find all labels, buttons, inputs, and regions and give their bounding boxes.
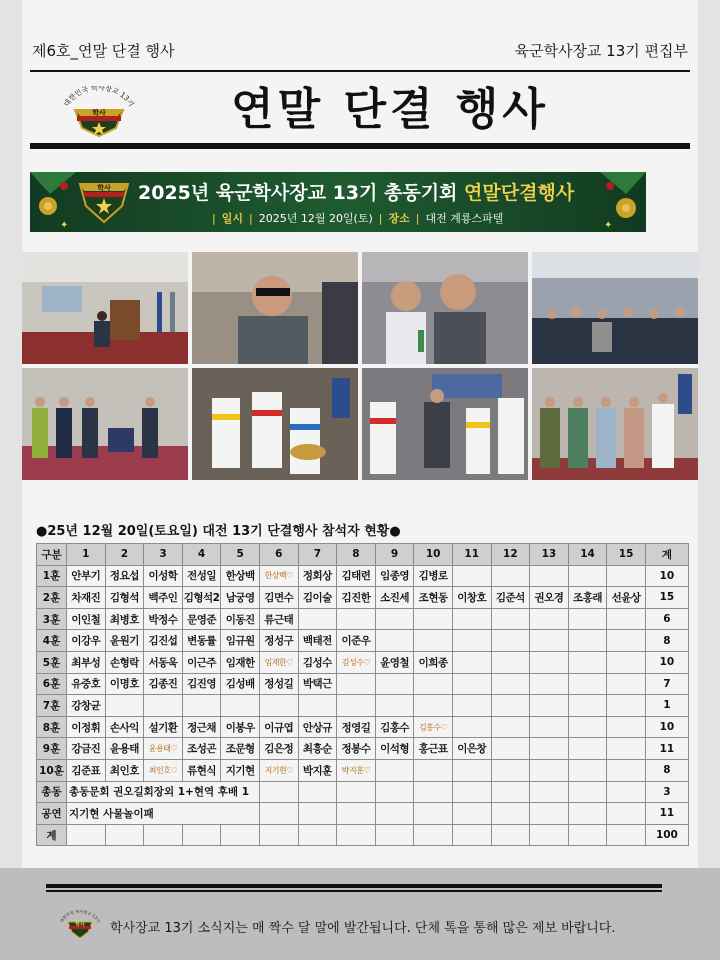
header-col: 2: [105, 544, 144, 566]
empty-cell: [375, 824, 414, 846]
empty-cell: [259, 781, 298, 803]
table-row: [37, 673, 689, 695]
empty-cell: [298, 803, 337, 825]
name-cell: [182, 695, 221, 717]
name-cell: 최인호♡: [144, 759, 183, 781]
total-cell: 11: [645, 738, 688, 760]
name-cell: 임재한: [221, 651, 260, 673]
name-cell: [607, 565, 646, 587]
name-cell: [530, 630, 569, 652]
name-cell: 최흥순: [298, 738, 337, 760]
total-cell: 7: [645, 673, 688, 695]
name-cell: [607, 630, 646, 652]
name-cell: 최부성: [67, 651, 106, 673]
name-cell: 이인철: [67, 608, 106, 630]
empty-cell: [568, 781, 607, 803]
header-col: 4: [182, 544, 221, 566]
name-cell: [568, 759, 607, 781]
name-cell: 손형락: [105, 651, 144, 673]
name-cell: [375, 759, 414, 781]
name-cell: 정회상: [298, 565, 337, 587]
date-value: 2025년 12월 20일(토): [258, 212, 373, 225]
name-cell: 최병호: [105, 608, 144, 630]
name-cell: [491, 738, 530, 760]
total-cell: 6: [645, 608, 688, 630]
name-cell: [607, 695, 646, 717]
name-cell: [298, 608, 337, 630]
name-cell: 박정수: [144, 608, 183, 630]
header-col: 5: [221, 544, 260, 566]
name-cell: 김준표: [67, 759, 106, 781]
name-cell: [414, 608, 453, 630]
name-cell: 강금진: [67, 738, 106, 760]
place-key: 장소: [388, 212, 410, 225]
name-cell: 강창균: [67, 695, 106, 717]
name-cell: [491, 630, 530, 652]
group-cell: 1훈: [37, 565, 67, 587]
photo-group-standing: [22, 368, 188, 480]
name-cell: [414, 673, 453, 695]
header-col: 14: [568, 544, 607, 566]
name-cell: [607, 716, 646, 738]
name-cell: [298, 695, 337, 717]
empty-cell: [414, 803, 453, 825]
top-bar: [32, 40, 688, 64]
name-cell: 설기환: [144, 716, 183, 738]
unit-emblem: [60, 86, 138, 138]
name-cell: 김준석: [491, 587, 530, 609]
table-row: [37, 630, 689, 652]
name-cell: 김은정: [259, 738, 298, 760]
table-row: [37, 651, 689, 673]
name-cell: [530, 716, 569, 738]
group-cell: 3훈: [37, 608, 67, 630]
svg-text:학사: 학사: [97, 184, 111, 192]
name-cell: 변동률: [182, 630, 221, 652]
name-cell: 김성수♡: [337, 651, 376, 673]
name-cell: 홍근표: [414, 738, 453, 760]
name-cell: 이강우: [67, 630, 106, 652]
name-cell: 김종진: [144, 673, 183, 695]
name-cell: 김병로: [414, 565, 453, 587]
name-cell: 조현동: [414, 587, 453, 609]
name-cell: [375, 608, 414, 630]
title-rule: [30, 143, 690, 149]
group-cell: 4훈: [37, 630, 67, 652]
total-cell: 1: [645, 695, 688, 717]
name-cell: [491, 759, 530, 781]
table-row: [37, 587, 689, 609]
name-cell: [452, 695, 491, 717]
group-cell: 10훈: [37, 759, 67, 781]
name-cell: [105, 695, 144, 717]
name-cell: [452, 608, 491, 630]
name-cell: [568, 738, 607, 760]
empty-cell: [337, 824, 376, 846]
svg-text:학사: 학사: [92, 109, 106, 117]
banner-title-highlight: 연말단결행사: [464, 182, 575, 204]
empty-cell: [452, 781, 491, 803]
footer: [0, 868, 720, 960]
svg-text:대한민국 학사장교 13기: 대한민국 학사장교 13기: [62, 86, 136, 109]
name-cell: 정성길: [259, 673, 298, 695]
grand-total-row: [37, 824, 689, 846]
name-cell: 김홍수: [375, 716, 414, 738]
name-cell: 서동욱: [144, 651, 183, 673]
empty-cell: [337, 781, 376, 803]
empty-cell: [530, 781, 569, 803]
attendance-title: ●25년 12월 20일(토요일) 대전 13기 단결행사 참석자 현황●: [36, 524, 401, 539]
empty-cell: [530, 824, 569, 846]
banner-title: 2025년 육군학사장교 13기 총동기회 연말단결행사: [138, 182, 575, 204]
photo-salute-performance: [362, 368, 528, 480]
name-cell: 정봉수: [337, 738, 376, 760]
name-cell: 박지훈♡: [337, 759, 376, 781]
empty-cell: [144, 824, 183, 846]
name-cell: 백주인: [144, 587, 183, 609]
name-cell: 이명호: [105, 673, 144, 695]
name-cell: [530, 759, 569, 781]
empty-cell: [491, 824, 530, 846]
name-cell: 전성일: [182, 565, 221, 587]
name-cell: [568, 608, 607, 630]
name-cell: 조성곤: [182, 738, 221, 760]
note-cell: 지기현 사물놀이패: [67, 803, 260, 825]
name-cell: [530, 651, 569, 673]
name-cell: 한상백♡: [259, 565, 298, 587]
name-cell: 이희종: [414, 651, 453, 673]
footer-rule-thin: [46, 890, 662, 892]
name-cell: [568, 630, 607, 652]
name-cell: [491, 695, 530, 717]
attendance-table: [36, 543, 689, 846]
total-cell: 8: [645, 759, 688, 781]
name-cell: 선윤상: [607, 587, 646, 609]
name-cell: [452, 716, 491, 738]
name-cell: 이규엽: [259, 716, 298, 738]
empty-cell: [607, 824, 646, 846]
name-cell: [491, 673, 530, 695]
name-cell: 임종영: [375, 565, 414, 587]
name-cell: 김성수: [298, 651, 337, 673]
table-row: [37, 759, 689, 781]
photo-seated-member: [192, 252, 358, 364]
table-row: [37, 781, 689, 803]
ornament-left-icon: [30, 172, 76, 232]
photo-ceremony-hall: [22, 252, 188, 364]
total-cell: 10: [645, 651, 688, 673]
name-cell: [607, 651, 646, 673]
name-cell: 김진섭: [144, 630, 183, 652]
header-col: 7: [298, 544, 337, 566]
footer-rule: [46, 884, 662, 888]
name-cell: 지기현♡: [259, 759, 298, 781]
place-value: 대전 계룡스파텔: [425, 212, 504, 225]
name-cell: 이동진: [221, 608, 260, 630]
table-row: [37, 738, 689, 760]
svg-text:✦: ✦: [604, 220, 613, 231]
empty-cell: [105, 824, 144, 846]
table-row: [37, 803, 689, 825]
group-cell: 공연: [37, 803, 67, 825]
name-cell: [452, 630, 491, 652]
name-cell: [221, 695, 260, 717]
name-cell: 남궁영: [221, 587, 260, 609]
group-cell: 7훈: [37, 695, 67, 717]
name-cell: [375, 695, 414, 717]
name-cell: 윤용태: [105, 738, 144, 760]
name-cell: [337, 695, 376, 717]
name-cell: [491, 651, 530, 673]
name-cell: 윤용태♡: [144, 738, 183, 760]
total-cell: 11: [645, 803, 688, 825]
name-cell: 손사익: [105, 716, 144, 738]
name-cell: 이정휘: [67, 716, 106, 738]
empty-cell: [452, 824, 491, 846]
top-rule: [30, 70, 690, 72]
name-cell: [452, 759, 491, 781]
name-cell: [491, 716, 530, 738]
table-header-row: [37, 544, 689, 566]
name-cell: [375, 673, 414, 695]
ornament-right-icon: [600, 172, 646, 232]
empty-cell: [375, 803, 414, 825]
name-cell: 김태련: [337, 565, 376, 587]
total-cell: 3: [645, 781, 688, 803]
empty-cell: [414, 824, 453, 846]
name-cell: [375, 630, 414, 652]
name-cell: 김이술: [298, 587, 337, 609]
header-group: 구분: [37, 544, 67, 566]
name-cell: 백태전: [298, 630, 337, 652]
name-cell: 정요섭: [105, 565, 144, 587]
name-cell: [568, 695, 607, 717]
empty-cell: [337, 803, 376, 825]
total-cell: 10: [645, 565, 688, 587]
name-cell: [414, 695, 453, 717]
name-cell: [452, 651, 491, 673]
name-cell: [607, 608, 646, 630]
total-cell: 10: [645, 716, 688, 738]
header-col: 15: [607, 544, 646, 566]
name-cell: [491, 565, 530, 587]
name-cell: 김진한: [337, 587, 376, 609]
photo-audience: [532, 252, 698, 364]
name-cell: [607, 738, 646, 760]
name-cell: [530, 695, 569, 717]
empty-cell: [568, 824, 607, 846]
name-cell: 조문형: [221, 738, 260, 760]
name-cell: 김면수: [259, 587, 298, 609]
name-cell: 윤영철: [375, 651, 414, 673]
header-col: 12: [491, 544, 530, 566]
empty-cell: [607, 781, 646, 803]
empty-cell: [491, 803, 530, 825]
name-cell: [414, 759, 453, 781]
header-col: 10: [414, 544, 453, 566]
group-cell: 8훈: [37, 716, 67, 738]
photo-women-group: [532, 368, 698, 480]
name-cell: 류현식: [182, 759, 221, 781]
table-row: [37, 716, 689, 738]
group-cell: 총동: [37, 781, 67, 803]
name-cell: 지기현: [221, 759, 260, 781]
table-row: [37, 565, 689, 587]
empty-cell: [414, 781, 453, 803]
name-cell: [530, 673, 569, 695]
name-cell: 안부기: [67, 565, 106, 587]
group-cell: 9훈: [37, 738, 67, 760]
name-cell: [337, 673, 376, 695]
name-cell: 이석형: [375, 738, 414, 760]
header-col: 13: [530, 544, 569, 566]
name-cell: 박택근: [298, 673, 337, 695]
name-cell: 이성학: [144, 565, 183, 587]
name-cell: [337, 608, 376, 630]
name-cell: [144, 695, 183, 717]
issue-label: 제6호_연말 단결 행사: [32, 42, 175, 60]
empty-cell: [452, 803, 491, 825]
note-cell: 총동문회 권오길회장외 1+현역 후배 1: [67, 781, 260, 803]
empty-cell: [568, 803, 607, 825]
header-col: 6: [259, 544, 298, 566]
name-cell: [414, 630, 453, 652]
name-cell: 정근채: [182, 716, 221, 738]
empty-cell: [221, 824, 260, 846]
group-cell: 6훈: [37, 673, 67, 695]
name-cell: 권오경: [530, 587, 569, 609]
name-cell: 이근주: [182, 651, 221, 673]
empty-cell: [491, 781, 530, 803]
banner-logo: [76, 178, 132, 226]
total-cell: 15: [645, 587, 688, 609]
name-cell: 김형석2: [182, 587, 221, 609]
photo-drum-performance: [192, 368, 358, 480]
name-cell: 윤원기: [105, 630, 144, 652]
name-cell: [607, 673, 646, 695]
name-cell: [607, 759, 646, 781]
name-cell: 이창호: [452, 587, 491, 609]
page-title: 연말 단결 행사: [231, 84, 549, 135]
name-cell: [568, 716, 607, 738]
table-row: [37, 608, 689, 630]
name-cell: [568, 565, 607, 587]
name-cell: 김홍수♡: [414, 716, 453, 738]
empty-cell: [259, 824, 298, 846]
name-cell: 정성구: [259, 630, 298, 652]
name-cell: 한상백: [221, 565, 260, 587]
empty-cell: [298, 824, 337, 846]
event-banner: [30, 172, 646, 232]
name-cell: 소진세: [375, 587, 414, 609]
name-cell: 박지훈: [298, 759, 337, 781]
header-col: 11: [452, 544, 491, 566]
empty-cell: [530, 803, 569, 825]
name-cell: 최인호: [105, 759, 144, 781]
name-cell: [568, 651, 607, 673]
header-total: 계: [645, 544, 688, 566]
name-cell: 유중호: [67, 673, 106, 695]
header-col: 1: [67, 544, 106, 566]
name-cell: 차재진: [67, 587, 106, 609]
name-cell: [530, 738, 569, 760]
svg-text:대한민국 학사장교 13기: 한민국 학사장교 13: [61, 910, 99, 921]
name-cell: 김성배: [221, 673, 260, 695]
svg-text:학사: 학사: [75, 922, 85, 928]
name-cell: 김진영: [182, 673, 221, 695]
name-cell: 임재한♡: [259, 651, 298, 673]
name-cell: 류근태: [259, 608, 298, 630]
name-cell: 조홍래: [568, 587, 607, 609]
name-cell: [452, 673, 491, 695]
name-cell: 이봉우: [221, 716, 260, 738]
name-cell: 임규원: [221, 630, 260, 652]
empty-cell: [259, 803, 298, 825]
name-cell: 김형석: [105, 587, 144, 609]
group-cell: 5훈: [37, 651, 67, 673]
name-cell: [259, 695, 298, 717]
footer-notice: 학사장교 13기 소식지는 매 짝수 달 말에 발간됩니다. 단체 톡을 통해 많은 제보 바랍니다.: [110, 921, 616, 936]
header-col: 8: [337, 544, 376, 566]
svg-text:✦: ✦: [60, 220, 69, 231]
name-cell: [530, 608, 569, 630]
publisher-label: 육군학사장교 13기 편집부: [514, 42, 688, 60]
header-col: 3: [144, 544, 183, 566]
empty-cell: [298, 781, 337, 803]
empty-cell: [607, 803, 646, 825]
name-cell: [530, 565, 569, 587]
photo-two-members: [362, 252, 528, 364]
empty-cell: [375, 781, 414, 803]
empty-cell: [67, 824, 106, 846]
name-cell: 정영길: [337, 716, 376, 738]
group-cell: 계: [37, 824, 67, 846]
photo-grid: [22, 252, 698, 480]
name-cell: 문영준: [182, 608, 221, 630]
header-col: 9: [375, 544, 414, 566]
empty-cell: [182, 824, 221, 846]
name-cell: 이준우: [337, 630, 376, 652]
name-cell: [491, 608, 530, 630]
name-cell: [452, 565, 491, 587]
grand-total-cell: 100: [645, 824, 688, 846]
banner-details: | 일시 | 2025년 12월 20일(토) | 장소 | 대전 계룡스파텔: [212, 212, 504, 225]
table-row: [37, 695, 689, 717]
name-cell: 안상규: [298, 716, 337, 738]
name-cell: 이은창: [452, 738, 491, 760]
name-cell: [568, 673, 607, 695]
footer-emblem: [60, 910, 100, 940]
date-key: 일시: [221, 212, 243, 225]
group-cell: 2훈: [37, 587, 67, 609]
total-cell: 8: [645, 630, 688, 652]
